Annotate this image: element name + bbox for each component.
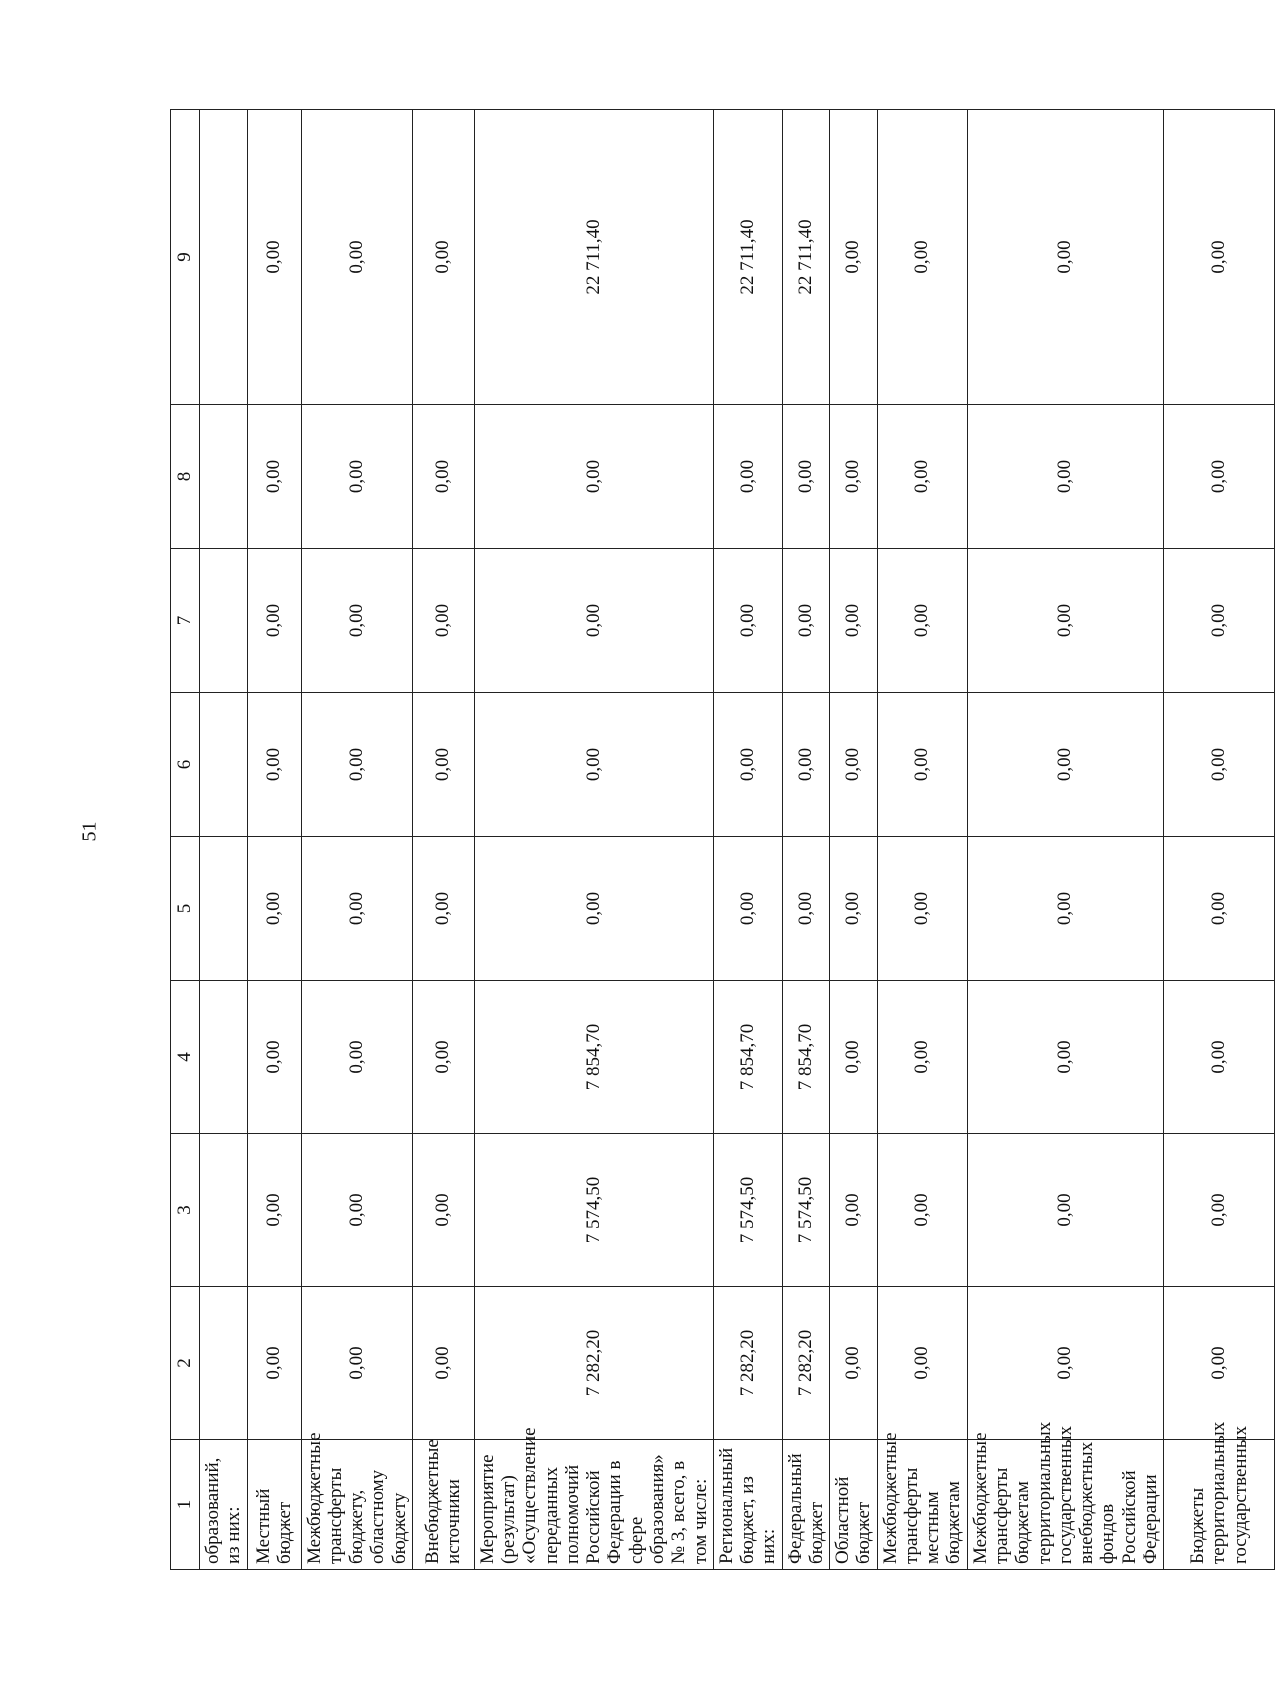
value-cell <box>200 1287 248 1440</box>
value-cell: 7 282,20 <box>474 1287 713 1440</box>
value-cell: 0,00 <box>877 1134 967 1287</box>
value-cell: 0,00 <box>412 549 474 693</box>
row-label: Бюджеты территориальных государственных <box>1164 1440 1275 1570</box>
value-cell: 0,00 <box>1164 837 1275 981</box>
value-cell: 0,00 <box>412 693 474 837</box>
value-cell: 0,00 <box>877 693 967 837</box>
value-cell: 0,00 <box>412 837 474 981</box>
table-row <box>713 110 782 1570</box>
value-cell: 0,00 <box>713 549 782 693</box>
value-cell: 0,00 <box>830 1287 878 1440</box>
table-row <box>301 110 412 1570</box>
value-cell: 0,00 <box>967 837 1163 981</box>
value-cell <box>200 837 248 981</box>
value-cell: 0,00 <box>782 549 830 693</box>
value-cell: 0,00 <box>1164 1287 1275 1440</box>
value-cell <box>200 405 248 549</box>
value-cell: 0,00 <box>713 693 782 837</box>
value-cell: 0,00 <box>967 549 1163 693</box>
value-cell: 7 282,20 <box>782 1287 830 1440</box>
page-number: 51 <box>78 821 101 842</box>
table-row <box>200 110 248 1570</box>
value-cell <box>200 549 248 693</box>
value-cell: 0,00 <box>877 110 967 405</box>
value-cell: 0,00 <box>830 693 878 837</box>
value-cell: 0,00 <box>877 837 967 981</box>
value-cell: 0,00 <box>474 693 713 837</box>
table-body <box>200 110 1275 1570</box>
value-cell: 0,00 <box>877 981 967 1134</box>
row-label: Федеральный бюджет <box>782 1440 830 1570</box>
value-cell: 0,00 <box>877 549 967 693</box>
value-cell: 0,00 <box>301 110 412 405</box>
value-cell: 0,00 <box>967 981 1163 1134</box>
value-cell: 0,00 <box>713 837 782 981</box>
table-row <box>247 110 301 1570</box>
row-label: Межбюджетные трансферты местным бюджетам <box>877 1440 967 1570</box>
value-cell: 0,00 <box>301 1134 412 1287</box>
column-header: 7 <box>171 549 200 693</box>
value-cell: 0,00 <box>967 693 1163 837</box>
row-label: Межбюджетные трансферты бюджету, областному бюджету <box>301 1440 412 1570</box>
header-row <box>171 110 200 1570</box>
value-cell: 0,00 <box>247 693 301 837</box>
value-cell: 0,00 <box>247 837 301 981</box>
value-cell: 7 574,50 <box>713 1134 782 1287</box>
value-cell: 0,00 <box>1164 981 1275 1134</box>
row-label: Областной бюджет <box>830 1440 878 1570</box>
value-cell: 0,00 <box>301 837 412 981</box>
value-cell: 0,00 <box>301 693 412 837</box>
value-cell <box>200 981 248 1134</box>
value-cell <box>200 1134 248 1287</box>
column-header: 6 <box>171 693 200 837</box>
value-cell: 7 854,70 <box>713 981 782 1134</box>
value-cell: 0,00 <box>967 110 1163 405</box>
table-row <box>967 110 1163 1570</box>
value-cell: 0,00 <box>782 837 830 981</box>
value-cell: 0,00 <box>830 981 878 1134</box>
value-cell: 0,00 <box>247 981 301 1134</box>
value-cell: 22 711,40 <box>782 110 830 405</box>
value-cell: 0,00 <box>782 693 830 837</box>
value-cell: 0,00 <box>830 110 878 405</box>
value-cell: 0,00 <box>412 1134 474 1287</box>
column-header: 5 <box>171 837 200 981</box>
value-cell: 0,00 <box>967 405 1163 549</box>
value-cell: 0,00 <box>247 1287 301 1440</box>
column-header: 8 <box>171 405 200 549</box>
table-row <box>782 110 830 1570</box>
value-cell: 0,00 <box>247 405 301 549</box>
column-header: 9 <box>171 110 200 405</box>
value-cell: 7 574,50 <box>474 1134 713 1287</box>
column-header: 3 <box>171 1134 200 1287</box>
value-cell: 0,00 <box>474 837 713 981</box>
column-header: 1 <box>171 1440 200 1570</box>
value-cell <box>200 693 248 837</box>
value-cell: 0,00 <box>412 110 474 405</box>
value-cell: 0,00 <box>474 405 713 549</box>
table-row <box>412 110 474 1570</box>
value-cell: 0,00 <box>967 1287 1163 1440</box>
value-cell: 0,00 <box>967 1134 1163 1287</box>
table-row <box>1164 110 1275 1570</box>
value-cell: 0,00 <box>247 1134 301 1287</box>
value-cell: 22 711,40 <box>474 110 713 405</box>
value-cell: 0,00 <box>713 405 782 549</box>
column-header: 4 <box>171 981 200 1134</box>
value-cell: 7 282,20 <box>713 1287 782 1440</box>
value-cell: 0,00 <box>782 405 830 549</box>
column-header: 2 <box>171 1287 200 1440</box>
value-cell: 0,00 <box>1164 110 1275 405</box>
value-cell: 0,00 <box>412 1287 474 1440</box>
value-cell: 0,00 <box>830 837 878 981</box>
value-cell: 0,00 <box>412 405 474 549</box>
value-cell: 0,00 <box>247 549 301 693</box>
value-cell: 0,00 <box>830 549 878 693</box>
value-cell: 0,00 <box>247 110 301 405</box>
row-label: образований, из них: <box>200 1440 248 1570</box>
row-label: Внебюджетные источники <box>412 1440 474 1570</box>
row-label: Региональный бюджет, из них: <box>713 1440 782 1570</box>
value-cell: 7 854,70 <box>474 981 713 1134</box>
value-cell <box>200 110 248 405</box>
value-cell: 0,00 <box>301 549 412 693</box>
value-cell: 0,00 <box>474 549 713 693</box>
value-cell: 0,00 <box>301 1287 412 1440</box>
value-cell: 7 854,70 <box>782 981 830 1134</box>
value-cell: 0,00 <box>1164 693 1275 837</box>
value-cell: 0,00 <box>1164 405 1275 549</box>
table-row <box>830 110 878 1570</box>
value-cell: 22 711,40 <box>713 110 782 405</box>
value-cell: 0,00 <box>1164 1134 1275 1287</box>
row-label: Мероприятие (результат) «Осуществление переданных полномочий Российской Федерации в сфере образования» № 3, всего, в том числе: <box>474 1440 713 1570</box>
table-row <box>877 110 967 1570</box>
value-cell: 7 574,50 <box>782 1134 830 1287</box>
value-cell: 0,00 <box>830 405 878 549</box>
value-cell: 0,00 <box>877 405 967 549</box>
budget-table-container <box>170 110 1251 1570</box>
row-label: Межбюджетные трансферты бюджетам территориальных государственных внебюджетных фондов Российской Федерации <box>967 1440 1163 1570</box>
value-cell: 0,00 <box>877 1287 967 1440</box>
value-cell: 0,00 <box>1164 549 1275 693</box>
budget-table <box>170 109 1275 1570</box>
value-cell: 0,00 <box>301 981 412 1134</box>
value-cell: 0,00 <box>412 981 474 1134</box>
value-cell: 0,00 <box>301 405 412 549</box>
row-label: Местный бюджет <box>247 1440 301 1570</box>
table-row <box>474 110 713 1570</box>
value-cell: 0,00 <box>830 1134 878 1287</box>
